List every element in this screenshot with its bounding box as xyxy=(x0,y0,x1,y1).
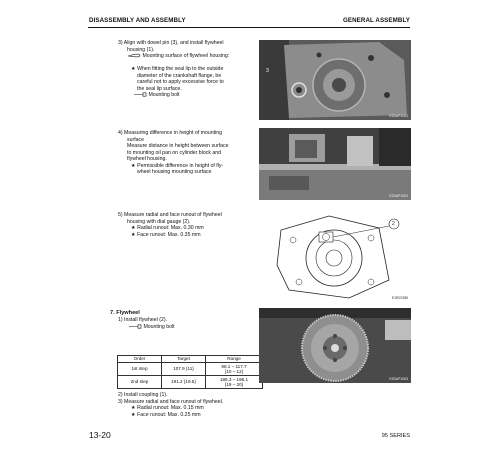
chapter-header: GENERAL ASSEMBLY xyxy=(342,17,410,24)
table-header: Order xyxy=(118,356,162,363)
photo-height-measurement xyxy=(259,128,411,200)
figure-code: E2DAP1003 xyxy=(389,377,408,381)
photo-flywheel-housing xyxy=(259,40,411,120)
table-cell: 186.3 – 196.1 {19 – 20} xyxy=(206,376,263,389)
runout-step: 3) Measure radial and face runout of flywheel. xyxy=(118,398,224,405)
step3-line: the seal lip surface. xyxy=(137,85,182,92)
star-icon: ★ xyxy=(131,162,136,169)
step3-line: diameter of the crankshaft flange, be xyxy=(137,72,222,79)
step4-line: wheel housing mounting surface xyxy=(137,169,212,175)
star-icon: ★ xyxy=(131,231,136,238)
table-cell: 1st step xyxy=(118,363,162,376)
step3-caution: ★ When fitting the seal lip to the outside xyxy=(131,66,224,72)
star-icon: ★ xyxy=(131,411,136,418)
table-cell: 107.9 {11} xyxy=(162,363,206,376)
page-number: 13-20 xyxy=(89,430,111,440)
table-cell: 2nd step xyxy=(118,376,162,389)
figure-code: E2DAP1002 xyxy=(389,194,408,198)
step4-line: surface xyxy=(127,136,145,143)
figure-code: E1R07289 xyxy=(391,296,408,300)
step5-radial: ★ Radial runout: Max. 0.30 mm xyxy=(131,225,204,231)
table-row xyxy=(118,376,263,389)
step4-line: 4) Measuring difference in height of mounting xyxy=(118,130,223,136)
step5-line: 5) Measure radial and face runout of flywheel xyxy=(118,212,222,218)
table-row xyxy=(118,363,263,376)
step5-face: ★ Face runout: Max. 0.35 mm xyxy=(131,231,201,238)
step4-spec: ★ Permissible difference in height of fly- xyxy=(131,162,224,169)
table-header: Range xyxy=(206,356,263,363)
table-cell: 98.1 – 117.7 {10 – 12} xyxy=(206,363,263,376)
flywheel-bolt-line: Mounting bolt xyxy=(128,324,175,330)
step4-line: Measure distance in height between surface xyxy=(127,143,229,149)
star-icon: ★ xyxy=(131,405,136,411)
flywheel-radial: ★ Radial runout: Max. 0.15 mm xyxy=(131,405,204,411)
coupling-step: 2) Install coupling (1). xyxy=(118,392,168,398)
star-icon: ★ xyxy=(131,66,136,72)
sealant-tube-icon xyxy=(127,53,141,58)
step4-line: flywheel housing. xyxy=(127,156,167,162)
step3-line: 3) Align with dowel pin (3), and install flywheel xyxy=(118,40,224,46)
table-header-row xyxy=(118,356,263,363)
table-header: Target xyxy=(162,356,206,363)
step5-line: housing with dial gauge (2). xyxy=(127,218,191,225)
torque-table xyxy=(117,355,263,389)
table-cell: 191.2 {19.5} xyxy=(162,376,206,389)
step3-line: housing (1). xyxy=(127,46,155,53)
step4-line: to mounting oil pan on cylinder block and xyxy=(127,149,222,156)
step3-line: careful not to apply excessive force to xyxy=(137,79,224,85)
section-flywheel-title: 7. Flywheel xyxy=(110,310,140,316)
figure-code: E2DAP1001 xyxy=(389,114,408,118)
photo-flywheel xyxy=(259,308,411,383)
diagram-dial-gauge xyxy=(259,210,411,302)
callout-3: 3 xyxy=(266,68,269,74)
wrench-icon xyxy=(133,92,147,97)
step3-sealant-line: Mounting surface of flywheel housing: xyxy=(127,53,229,59)
callout-2: 2 xyxy=(392,220,395,227)
flywheel-step-line: 1) Install flywheel (2). xyxy=(118,317,168,323)
step3-bolt-line: Mounting bolt xyxy=(133,92,180,98)
flywheel-face: ★ Face runout: Max. 0.25 mm xyxy=(131,411,201,418)
series-label: 95 SERIES xyxy=(381,433,410,439)
section-header: DISASSEMBLY AND ASSEMBLY xyxy=(89,17,186,24)
star-icon: ★ xyxy=(131,225,136,231)
wrench-icon xyxy=(128,324,142,329)
header-rule xyxy=(88,27,410,28)
